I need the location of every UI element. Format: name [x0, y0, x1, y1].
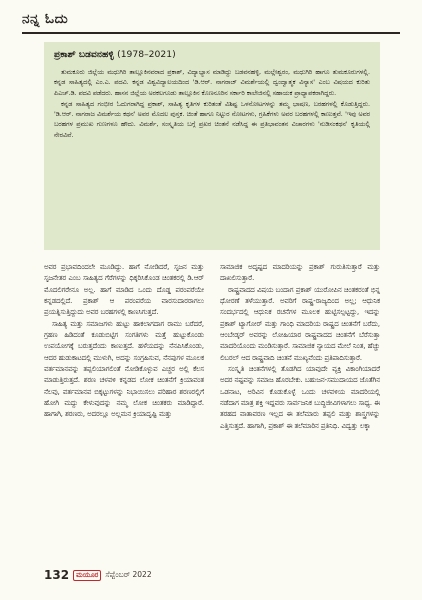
page-footer [44, 566, 244, 584]
issue-date: ಸೆಪ್ಟೆಂಬರ್ 2022 [105, 570, 152, 579]
magazine-logo: ಮಯೂರ [73, 570, 101, 581]
section-title: ನನ್ನ ಓದು [22, 11, 69, 27]
body-paragraph: ಸಾಮಾಜಿಕ ಅದೃಷ್ಟದ ಮಾದರಿಯನ್ನು ಪ್ರಕಾಶ್ ಗುರುತಿಸುತ್ತಾರೆ ಮತ್ತು ದಾಖಲಿಸುತ್ತಾರೆ. [220, 263, 380, 283]
profile-paragraph: ತುಮಕೂರು ಜಿಲ್ಲೆಯ ಮಧುಗಿರಿ ತಾಲ್ಲೂಕಿನವರಾದ ಪ್ರಕಾಶ್, ವಿದ್ಯಾಭ್ಯಾಸ ಮಾಡಿದ್ದು ಬಡವನಹಳ್ಳಿ, ಮಲ್ಲೇಶ್ವರಂ, ಮಧುಗಿರಿ ಹಾಗೂ ತುಮಕೂರುಗಳಲ್ಲಿ. ಕನ್ನಡ ಸಾಹಿತ್ಯದಲ್ಲಿ ಎಂ.ಎ. ಪದವಿ. ಕನ್ನಡ ವಿಶ್ವವಿದ್ಯಾಲಯದಿಂದ 'ಡಿ.ಆರ್. ನಾಗರಾಜ್ ವಿಮರ್ಶೆಯಲ್ಲಿ ದ್ವಂದ್ವಾತ್ಮಕ ವಿನ್ಯಾಸ' ಎಂಬ ವಿಷಯದ ಕುರಿತು ಪಿಎಚ್.ಡಿ. ಪದವಿ ಪಡೆದರು. ಹಾಸನ ಜಿಲ್ಲೆಯ ಅರಕಲಗೂಡು ತಾಲ್ಲೂಕಿನ ಕೊಣನೂರಿನ ಸರ್ಕಾರಿ ಕಾಲೇಜಿನಲ್ಲಿ ಸಹಾಯಕ ಪ್ರಾಧ್ಯಾಪಕರಾಗಿದ್ದರು. [54, 69, 370, 97]
author-name-line [54, 48, 370, 62]
body-paragraph: ಸಾಹಿತ್ಯ ಮತ್ತು ಸಮಾಜಗಳು ಹುಟ್ಟು ಹಾಕಲಾಗದಾಗ ರಾಮು ಬರೆದರೆ, ಗ್ರಹಣ ಹಿಡಿದಂತೆ ಕೂಡುಬಿಟ್ಟಿಗ ಸಂಗತಿಗಳು ಮತ್ತೆ ಹುಟ್ಟುಕೊಂಡು ಉಪಯೋಗಕ್ಕೆ ಬರುತ್ತದೆಂದು ಕಾಣುತ್ತದೆ. ಹಳೆಯದನ್ನು ನೆನಪಿಸಿಕೊಂಡು, ಆದರ ಹುಡುಕಾಟದಲ್ಲಿ ಮುಳುಗಿ, ಅದನ್ನು ಸಂಗ್ರಹಿಸುವ, ನೆನಪುಗಳ ಮೂಲಕ ವರ್ತಮಾನವನ್ನು ತಪ್ಪಲಿಯಾಗಲಿಂತೆ ನೋಡಿಕೊಳ್ಳುವ ಎಚ್ಚರ ಅಲ್ಲಿ ಕೆಲಸ ಮಾಡುತ್ತಿರುತ್ತದೆ. ಶರಣ ಚಳವಳಿ ಕನ್ನಡದ ಲೋಕ ಚಿಂತನೆಗೆ ಕ್ರಿಯಾವಂತ ನೆಲವು, ವರ್ತಮಾನವ ಬಿಕ್ಕಟ್ಟುಗಳನ್ನು ನಿಭಾಯಿಸಲು ಪರಿಹಾರ ಶರಣರಲ್ಲಿಗೆ ಹೋಗಿ ಮದ್ದು ಕೇಳುವುದನ್ನು ನಮ್ಮ ಲೋಕ ಚಿಂತಕರು ಮಾಡಿದ್ದಾರೆ. ಹಾಗಾಗಿ, ಶರಣರು, ಅದರಲ್ಲೂ ಅಲ್ಲಮನ ಕ್ರಿಯಾದೃಷ್ಟಿ ಮತ್ತು [44, 319, 204, 419]
body-paragraph: ಅವರ ಪ್ರಭಾವದಿಂದಲೇ ಮೂಡಿದ್ದು. ಹಾಗೆ ನೋಡಿದರೆ, ಸೃಜನ ಮತ್ತು ಸೃಜನೇತರ ಎಂಬ ಸಾಹಿತ್ಯದ ಗೆರೆಗಳನ್ನು ಧಿಕ್ಕರಿಸಿಕೊಂಡ ಚಿಂತಕರಲ್ಲಿ ಡಿ.ಆರ್ ಮೊದಲಿಗರೇನೂ ಅಲ್ಲ. ಹಾಗೆ ಮಾಡಿದ ಒಂದು ದೊಡ್ಡ ಪರಂಪರೆಯೇ ಕನ್ನಡದಲ್ಲಿದೆ. ಪ್ರಕಾಶ್ ಆ ಪರಂಪರೆಯ ವಾರಸುದಾರರಾಗಲು ಪ್ರಯತ್ನಿಸುತ್ತಿದ್ದುದು ಅವರ ಬರಹಗಳಲ್ಲಿ ಕಾಣಸಿಗುತ್ತದೆ. [44, 263, 204, 317]
left-column [44, 262, 204, 564]
author-profile-box [44, 42, 380, 250]
page-number: 132 [44, 568, 70, 582]
body-paragraph: ಸಂಸ್ಕೃತಿ ಚಿಂತನೆಗಳಲ್ಲಿ ತೊಡಗಿದ ಯಾವುದೇ ವ್ಯಕ್ತಿ ವಿಕಾಂಗಿಯಾದರೆ ಅದರ ನಷ್ಟವನ್ನು ಸಮಾಜ ಹೊರಬೇಕು. ಬಹುಜನ-ಸಮುದಾಯದ ಜೊತೆಗಿನ ಒಡನಾಟ, ಅರಿವಿನ ಕೊಡುಕೊಳ್ಳೆ ಒಂದು ಚಳವಳಿಯ ಮಾದರಿಯಲ್ಲಿ ನಡೆದಾಗ ಮಾತ್ರ ಶಕ್ತಿ ಇದ್ದವರು ಸಾರ್ವಜನಿಕ ಬುದ್ಧಿಜೀವಿಗಳಾಗಲು ಸಾಧ್ಯ. ಈ ತರಹದ ವಾತಾವರಣ ಇಲ್ಲದ ಈ ತಲೆಮಾರು ತಪ್ಪಲಿ ಮತ್ತು ಶಾಸ್ತ್ರಗಳನ್ನು ಎತ್ತಿಸುತ್ತದೆ. ಹಾಗಾಗಿ, ಪ್ರಕಾಶ್ ಈ ತಲೆಮಾರಿನ ಪ್ರತಿನಿಧಿ. ವಿದ್ವತ್ತು ಲಕ್ಕಾ [220, 365, 380, 430]
header-rule [22, 32, 400, 34]
profile-paragraph: ಕನ್ನಡ ಸಾಹಿತ್ಯದ ಗಂಭೀರ ಓದುಗರಾಗಿದ್ದ ಪ್ರಕಾಶ್, ಸಾಹಿತ್ಯ ಕೃತಿಗಳ ಕುರಿತಂತೆ ವಿಶಿಷ್ಟ ಒಳನೋಟಗಳನ್ನು ತಮ್ಮ ಭಾಷಣ, ಬರಹಗಳಲ್ಲಿ ಕೊಡುತ್ತಿದ್ದರು. 'ಡಿ.ಆರ್. ನಾಗರಾಜ ವಿಮರ್ಶೆಯ ಕಥನ' ಅವರ ಮೊದಲ ಪುಸ್ತಕ. ಚಿಂತೆ ಹಾಗೂ ನಿಟ್ಟುರ ನೋಟಗಳು, ಗ್ರಹಿಕೆಗಳು ಅವರ ಬರಹಗಳಲ್ಲಿ ಕಾಣುತ್ತವೆ. 'ಇವು ಅವರ ಬರಹಗಳ ಪ್ರಮುಖ ಗುಣಗಳೂ ಹೌದು. ವಿಮರ್ಶೆ, ಸಂಸ್ಕೃತಿಯ ಬಗ್ಗೆ ಪ್ರಖರ ಚಿಂತನೆ ನಡೆಸಿದ್ದ ಈ ಪ್ರತಿಭಾವಂತನ ವಿಚಾರಗಳು 'ನುಡಿಸಂಕಥನ' ಕೃತಿಯಲ್ಲಿ ನೇರವಿವೆ. [54, 100, 370, 139]
body-paragraph: ರಾಷ್ಟ್ರವಾದದ ವಿಷಯ ಬಂದಾಗ ಪ್ರಕಾಶ್ ಯುರೋಪಿನ ಚಿಂತಕರಂತೆ ಭಿನ್ನ ಧೋರಣೆ ತಳೆಯುತ್ತಾರೆ. ಅವರಿಗೆ ರಾಷ್ಟ್ರ-ರಾಜ್ಯದಿಂದ ಅಲ್ಲ; ಆಧುನಿಕ ಸಂದರ್ಭದಲ್ಲಿ ಆಧುನಿಕ ರಚನೆಗಳ ಮೂಲಕ ಹುಟ್ಟಿಸಲ್ಪಟ್ಟದ್ದು, ಇದನ್ನು ಪ್ರಕಾಶ್ ಟ್ಯಾಗೋರ್ ಮತ್ತು ಗಾಂಧಿ ಮಾದರಿಯ ರಾಷ್ಟ್ರದ ಚಿಂತನೆಗೆ ಬರೆದು, ಆಂಬೇಡ್ಕರ್ ಅವರನ್ನು ಲೋಹಿಯಾರ ರಾಷ್ಟ್ರವಾದದ ಚಿಂತನೆಗೆ ಬೆರೆಸುತ್ತಾ ಮಾದರಿಯೊಂದು ಮಂಡಿಸುತ್ತಾರೆ. ಸಾಮಾಜಿಕ ನ್ಯಾಯದ ಮೇಲೆ ನಿಂತ, ಹೆಚ್ಚು ಲಿಬರಲ್ ಆದ ರಾಷ್ಟ್ರವಾದಿ ಚಿಂತನೆ ಮುಖ್ಯವೆಂದು ಪ್ರತಿಪಾದಿಸುತ್ತಾರೆ. [220, 285, 380, 362]
section-header [22, 6, 400, 34]
right-column [220, 262, 380, 564]
author-name: ಪ್ರಕಾಶ್ ಬಡವನಹಳ್ಳಿ [54, 49, 114, 60]
article-body [44, 262, 380, 564]
author-years: (1978–2021) [117, 49, 176, 60]
